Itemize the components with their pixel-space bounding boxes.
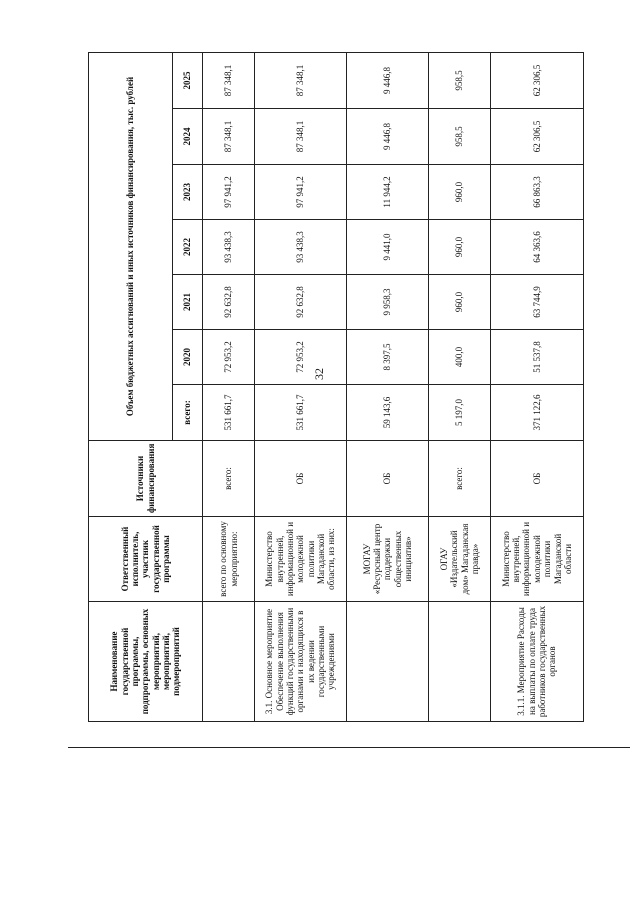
value-cell: 62 306,5 (491, 109, 584, 165)
year-2020: 2020 (173, 330, 203, 385)
row-name: 3.1.1. Мероприятие Расходы на выплаты по оплате труда работников государственных органов (491, 602, 584, 722)
value-cell: 9 446,8 (347, 52, 429, 108)
financing-table (88, 52, 584, 722)
value-cell: 958,5 (429, 52, 491, 108)
table-row (255, 52, 347, 721)
value-cell: 87 348,1 (255, 109, 347, 165)
value-cell: 960,0 (429, 275, 491, 330)
value-cell: 59 143,6 (347, 385, 429, 441)
table-row (203, 52, 255, 721)
row-executor: Министерство внутренней, информационной и молодежной политики Магаданской области, из них: (255, 517, 347, 602)
value-cell: 960,0 (429, 220, 491, 275)
value-cell: 92 632,8 (255, 275, 347, 330)
header-row (89, 52, 173, 721)
value-cell: 64 363,6 (491, 220, 584, 275)
value-cell: 72 953,2 (203, 330, 255, 385)
header-executor: Ответственный исполнитель, участник государственной программы (89, 517, 203, 602)
row-name (347, 602, 429, 722)
page-number: 32 (312, 368, 326, 380)
value-cell: 531 661,7 (255, 385, 347, 441)
header-source: Источники финансирования (89, 441, 203, 517)
row-name (429, 602, 491, 722)
value-cell: 958,5 (429, 109, 491, 165)
year-2021: 2021 (173, 275, 203, 330)
value-cell: 9 446,8 (347, 109, 429, 165)
value-cell: 92 632,8 (203, 275, 255, 330)
value-cell: 72 953,2 (255, 330, 347, 385)
table-row (347, 52, 429, 721)
table-row (429, 52, 491, 721)
row-name (203, 602, 255, 722)
row-source: ОБ (347, 441, 429, 517)
rotated-table-container (88, 53, 583, 722)
year-total: всего: (173, 385, 203, 441)
value-cell: 531 661,7 (203, 385, 255, 441)
value-cell: 11 944,2 (347, 165, 429, 220)
value-cell: 5 197,0 (429, 385, 491, 441)
row-executor: Министерство внутренней, информационной и молодежной политики Магаданской области (491, 517, 584, 602)
value-cell: 87 348,1 (203, 109, 255, 165)
bottom-rule (68, 747, 630, 748)
header-name: Наименование государственной программы, подпрограммы, основных мероприятий, мероприятий, подмероприятий (89, 602, 203, 722)
value-cell: 97 941,2 (203, 165, 255, 220)
value-cell: 87 348,1 (255, 52, 347, 108)
value-cell: 51 537,8 (491, 330, 584, 385)
row-source: всего: (203, 441, 255, 517)
value-cell: 960,0 (429, 165, 491, 220)
year-2025: 2025 (173, 52, 203, 108)
row-executor: всего по основному мероприятию: (203, 517, 255, 602)
year-2022: 2022 (173, 220, 203, 275)
value-cell: 400,0 (429, 330, 491, 385)
year-2023: 2023 (173, 165, 203, 220)
value-cell: 371 122,6 (491, 385, 584, 441)
value-cell: 93 438,3 (203, 220, 255, 275)
value-cell: 9 441,0 (347, 220, 429, 275)
row-executor: МОГАУ «Ресурсный центр поддержки общественных инициатив» (347, 517, 429, 602)
value-cell: 87 348,1 (203, 52, 255, 108)
row-name: 3.1. Основное мероприятие Обеспечение выполнения функций государственными органами и находящихся в их ведении государственными учреждениями (255, 602, 347, 722)
row-source: ОБ (255, 441, 347, 517)
value-cell: 9 958,3 (347, 275, 429, 330)
row-executor: ОГАУ «Издательский дом» Магаданская правда» (429, 517, 491, 602)
header-volume: Объем бюджетных ассигнований и иных источников финансирования, тыс. рублей (89, 52, 173, 440)
year-2024: 2024 (173, 109, 203, 165)
value-cell: 93 438,3 (255, 220, 347, 275)
value-cell: 62 306,5 (491, 52, 584, 108)
value-cell: 8 397,5 (347, 330, 429, 385)
value-cell: 97 941,2 (255, 165, 347, 220)
value-cell: 66 863,3 (491, 165, 584, 220)
table-row (491, 52, 584, 721)
row-source: всего: (429, 441, 491, 517)
value-cell: 63 744,9 (491, 275, 584, 330)
row-source: ОБ (491, 441, 584, 517)
